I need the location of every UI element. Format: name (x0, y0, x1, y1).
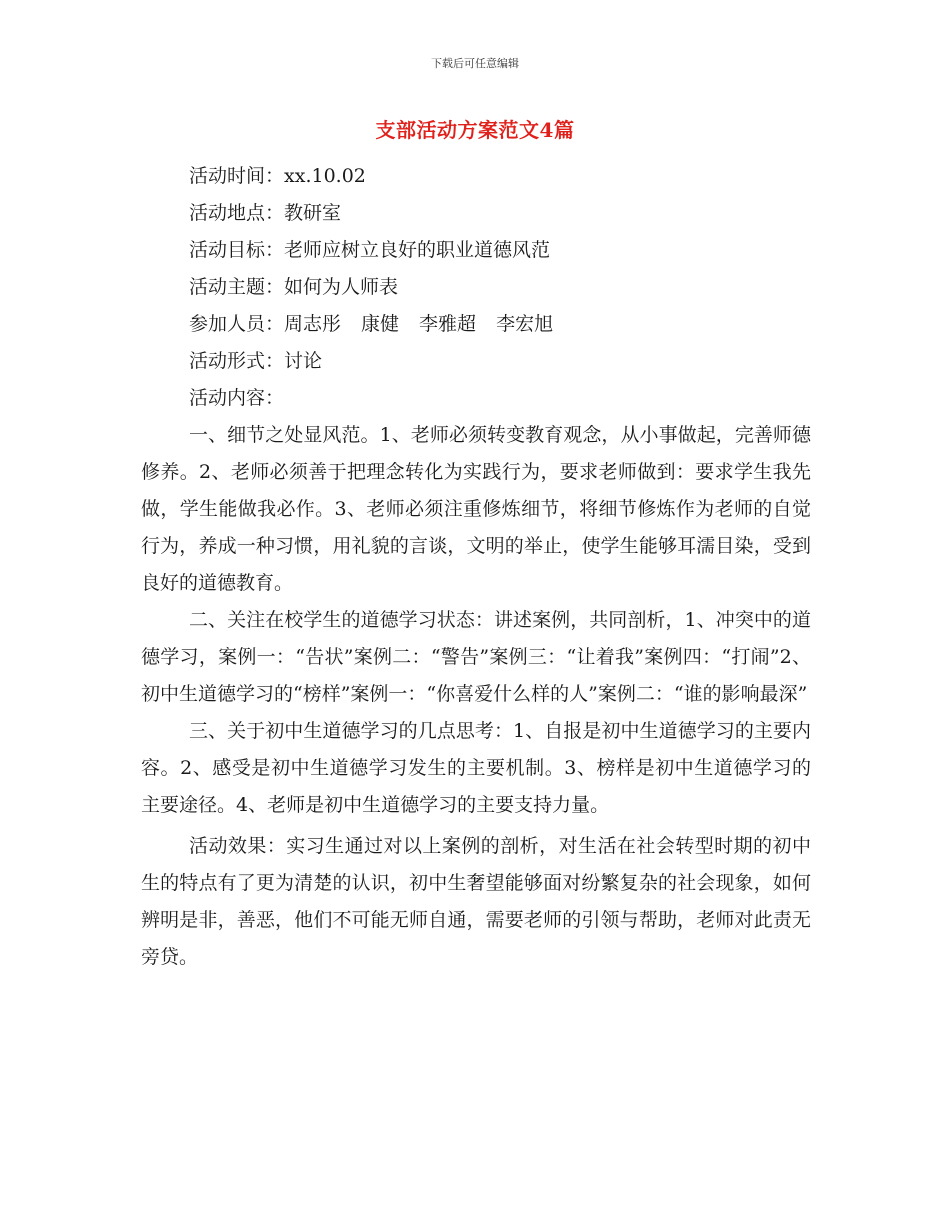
meta-time-label: 活动时间： (189, 165, 285, 187)
meta-theme (141, 269, 811, 306)
meta-format (141, 343, 811, 380)
paragraph-section-2: 二、关注在校学生的道德学习状态：讲述案例，共同剖析，1、冲突中的道德学习，案例一：“告状”案例二：“警告”案例三：“让着我”案例四：“打闹”2、初中生道德学习的“榜样”案例一：“你喜爱什么样的人”案例二：“谁的影响最深” (141, 609, 811, 705)
participant-name: 李雅超 (419, 313, 477, 335)
meta-theme-value: 如何为人师表 (284, 276, 399, 298)
meta-time-value: xx.10.02 (284, 165, 366, 187)
document-body (141, 158, 811, 976)
meta-theme-label: 活动主题： (189, 276, 285, 298)
meta-content-label: 活动内容： (189, 387, 285, 409)
participant-name: 康健 (361, 313, 400, 335)
paragraph-section-1: 一、细节之处显风范。1、老师必须转变教育观念，从小事做起，完善师德修养。2、老师必须善于把理念转化为实践行为，要求老师做到：要求学生我先做，学生能做我必作。3、老师必须注重修炼细节，将细节修炼作为老师的自觉行为，养成一种习惯，用礼貌的言谈，文明的举止，使学生能够耳濡目染，受到良好的道德教育。 (141, 424, 811, 594)
meta-format-label: 活动形式： (189, 350, 285, 372)
meta-location (141, 195, 811, 232)
meta-location-label: 活动地点： (189, 202, 285, 224)
meta-goal (141, 232, 811, 269)
meta-location-value: 教研室 (284, 202, 342, 224)
participant-name: 李宏旭 (496, 313, 554, 335)
meta-time (141, 158, 811, 195)
meta-participants (141, 306, 811, 343)
document-title: 支部活动方案范文4篇 (375, 118, 575, 142)
meta-goal-value: 老师应树立良好的职业道德风范 (284, 239, 551, 261)
participant-name: 周志彤 (284, 313, 342, 335)
page-header-note: 下载后可任意编辑 (431, 57, 519, 70)
paragraph-section-3: 三、关于初中生道德学习的几点思考：1、自报是初中生道德学习的主要内容。2、感受是初中生道德学习发生的主要机制。3、榜样是初中生道德学习的主要途径。4、老师是初中生道德学习的主要支持力量。 (141, 720, 811, 816)
meta-format-value: 讨论 (284, 350, 323, 372)
meta-content (141, 380, 811, 417)
paragraph-effect: 活动效果：实习生通过对以上案例的剖析，对生活在社会转型时期的初中生的特点有了更为清楚的认识，初中生奢望能够面对纷繁复杂的社会现象，如何辨明是非，善恶，他们不可能无师自通，需要老师的引领与帮助，老师对此责无旁贷。 (141, 835, 811, 968)
meta-participants-label: 参加人员： (189, 313, 285, 335)
meta-goal-label: 活动目标： (189, 239, 285, 261)
